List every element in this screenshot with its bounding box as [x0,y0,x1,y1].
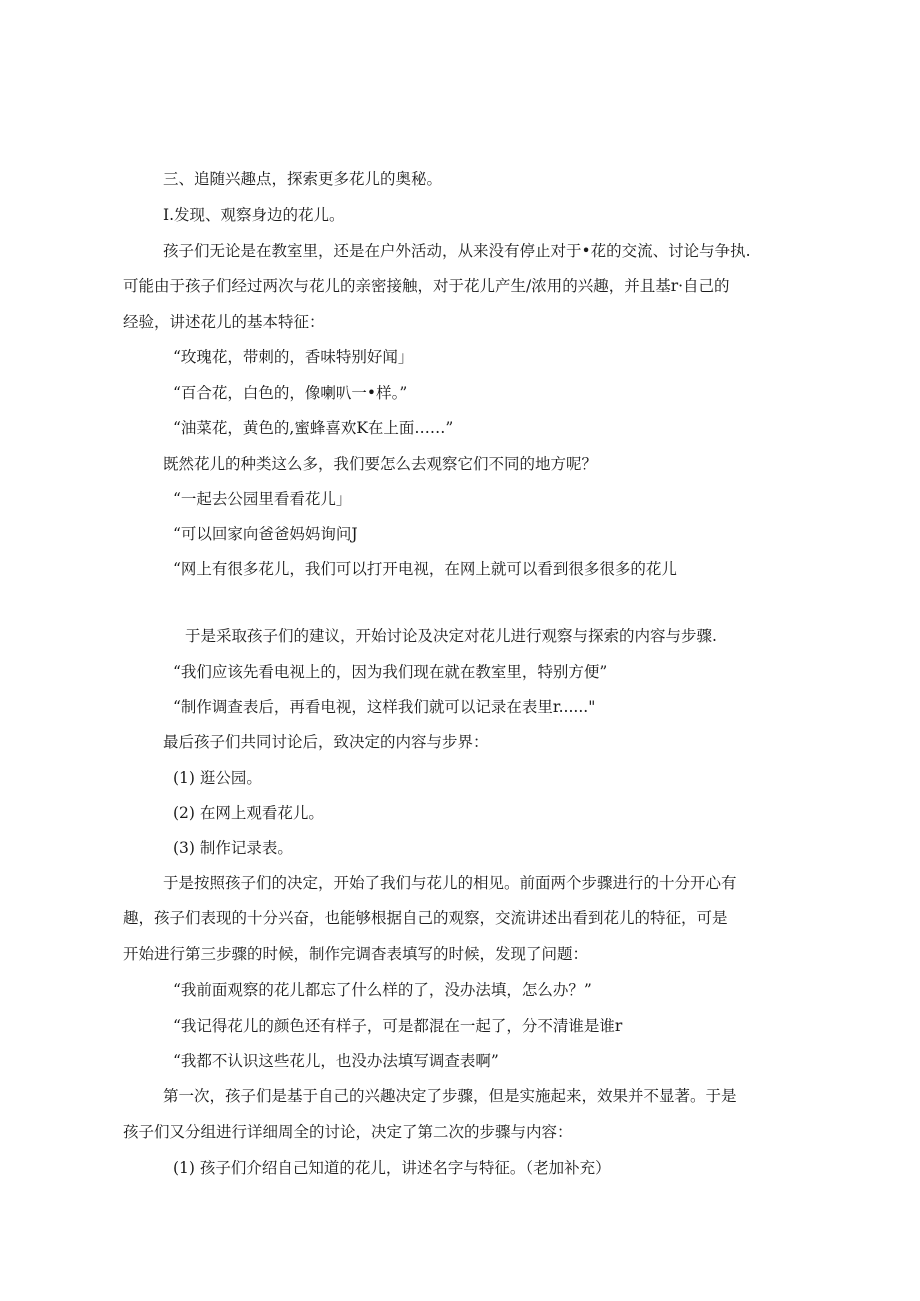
quote-line: “网上有很多花儿，我们可以打开电视，在网上就可以看到很多很多的花儿 [173,560,677,578]
subsection-heading: I.发现、观察身边的花儿。 [163,206,345,224]
paragraph-line: 于是采取孩子们的建议，开始讨论及决定对花儿进行观察与探索的内容与步骤. [185,627,717,645]
list-item: (1) 逛公园。 [173,769,262,787]
list-item: (1) 孩子们介绍自己知道的花儿，讲述名字与特征。（老加补充） [173,1159,611,1177]
paragraph-line: 开始进行第三步骤的时候，制作完调杳表填写的时候，发现了问题： [123,945,589,963]
quote-line: “玫瑰花，带刺的，香味特别好闻」 [173,348,414,366]
list-item: (2) 在网上观看花儿。 [173,804,324,822]
quote-line: “可以回家向爸爸妈妈询问J [173,525,358,543]
paragraph-line: 于是按照孩子们的决定，开始了我们与花儿的相见。前面两个步骤进行的十分开心有 [163,874,737,892]
paragraph-line: 既然花儿的种类这么多，我们要怎么去观察它们不同的地方呢？ [163,455,598,473]
list-item: (3) 制作记录表。 [173,839,293,857]
quote-line: “一起去公园里看看花儿」 [173,490,352,508]
paragraph-line: 趣，孩子们表现的十分兴奋，也能够根据自己的观察，交流讲述出看到花儿的特征，可是 [123,909,728,927]
quote-line: “我记得花儿的颜色还有样子，可是都混在一起了，分不清谁是谁r [173,1017,623,1035]
paragraph-line: 可能由于孩子们经过两次与花儿的亲密接触，对于花儿产生/浓用的兴趣，并且基r·自己的 [123,277,730,295]
paragraph-line: 第一次，孩子们是基于自己的兴趣决定了步骤，但是实施起来，效果并不显著。于是 [163,1087,737,1105]
section-heading: 三、追随兴趣点，探索更多花儿的奥秘。 [163,170,443,188]
quote-line: “我都不认识这些花儿，也没办法填写调查表啊” [173,1052,499,1070]
paragraph-line: 孩子们又分组进行详细周全的讨论，决定了第二次的步骤与内容： [123,1123,573,1141]
quote-line: “制作调查表后，再看电视，这样我们就可以记录在表里r......" [173,698,596,716]
quote-line: “油菜花，黄色的,蜜蜂喜欢K在上面……” [173,419,454,437]
quote-line: “百合花，白色的，像喇叭一•样。” [173,384,408,402]
paragraph-line: 孩子们无论是在教室里，还是在户外活动，从来没有停止对于•花的交流、讨论与争执. [163,242,751,260]
quote-line: “我们应该先看电视上的，因为我们现在就在教室里，特别方便” [173,663,608,681]
paragraph-line: 最后孩子们共同讨论后，致决定的内容与步界： [163,733,489,751]
paragraph-line: 经验，讲述花儿的基本特征： [123,313,325,331]
quote-line: “我前面观察的花儿都忘了什么样的了，没办法填，怎么办？” [173,981,592,999]
